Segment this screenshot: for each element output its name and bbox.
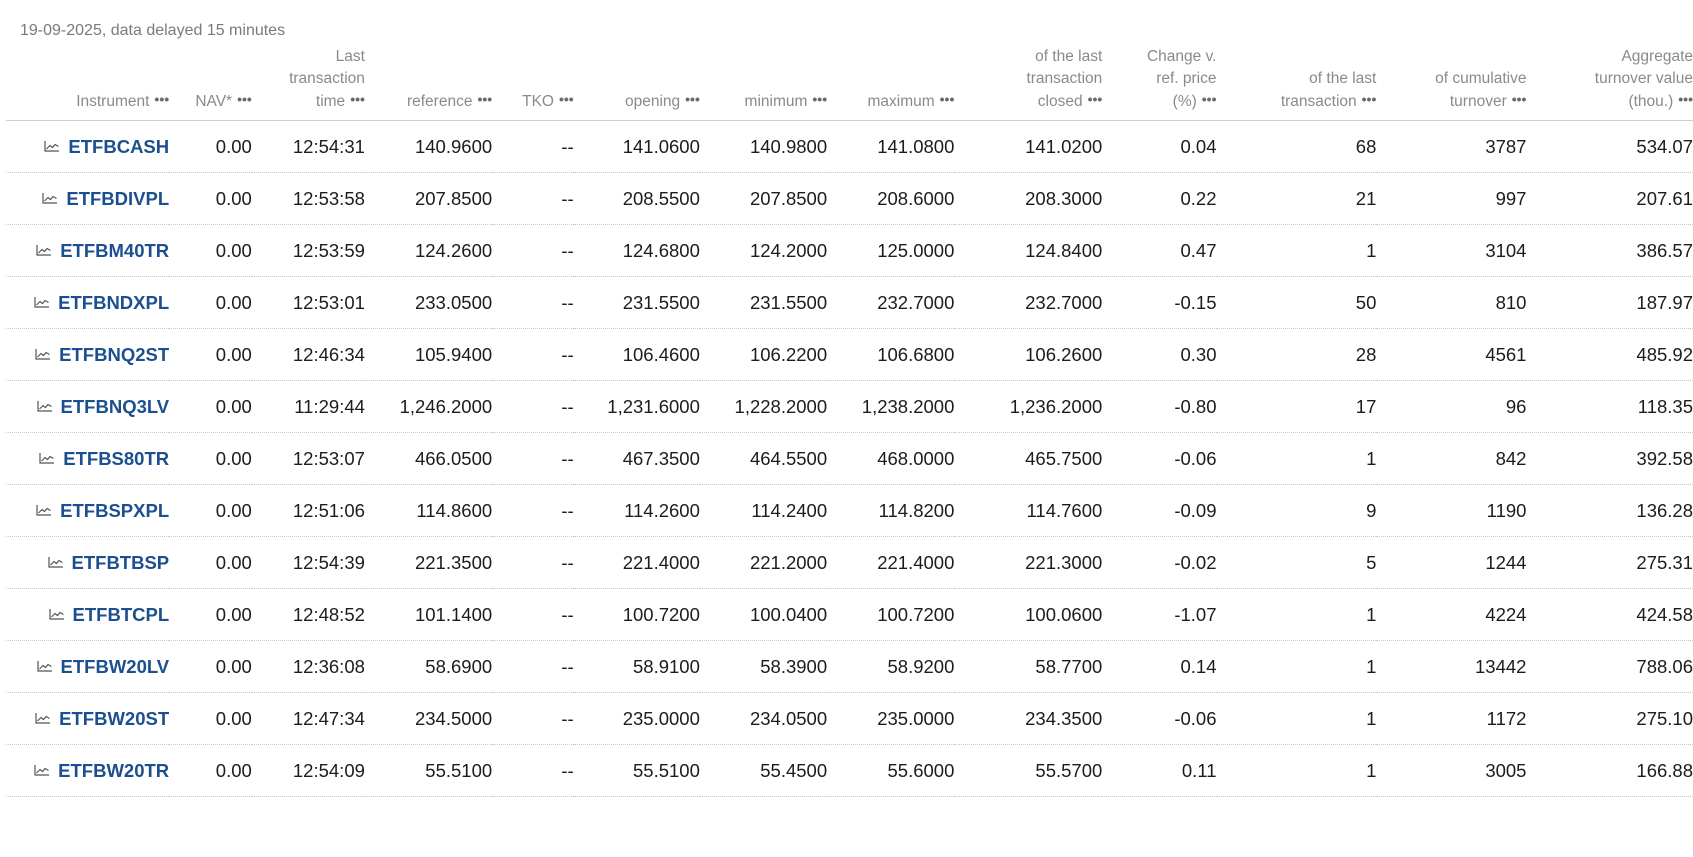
cell-last-closed: 1,236.2000 <box>954 381 1102 433</box>
cell-vol-last: 1 <box>1217 225 1377 277</box>
cell-opening: 467.3500 <box>574 433 700 485</box>
cell-vol-cum: 3005 <box>1376 745 1526 797</box>
cell-change: -0.09 <box>1102 485 1216 537</box>
instrument-cell <box>6 173 169 225</box>
cell-change: -0.06 <box>1102 433 1216 485</box>
cell-maximum: 468.0000 <box>827 433 954 485</box>
instrument-cell <box>6 537 169 589</box>
cell-opening: 208.5500 <box>574 173 700 225</box>
cell-change: 0.47 <box>1102 225 1216 277</box>
cell-nav: 0.00 <box>169 693 252 745</box>
data-timestamp-caption: 19-09-2025, data delayed 15 minutes <box>20 22 286 39</box>
table-row <box>6 745 1693 797</box>
cell-reference: 105.9400 <box>365 329 492 381</box>
table-row <box>6 277 1693 329</box>
instrument-link[interactable]: ETFBW20TR <box>58 760 170 782</box>
cell-last-time: 12:53:07 <box>252 433 365 485</box>
column-header-label: minimum <box>744 93 808 110</box>
column-header-aggregate <box>1526 46 1693 121</box>
column-options-icon[interactable]: ••• <box>1201 91 1217 107</box>
cell-vol-last: 17 <box>1217 381 1377 433</box>
cell-maximum: 235.0000 <box>827 693 954 745</box>
instrument-cell <box>6 225 169 277</box>
cell-vol-cum: 3787 <box>1376 121 1526 173</box>
cell-aggregate: 118.35 <box>1526 381 1693 433</box>
cell-tko: -- <box>492 693 574 745</box>
column-header-label: Instrument <box>76 93 150 110</box>
cell-aggregate: 788.06 <box>1526 641 1693 693</box>
column-header-label: of cumulative <box>1435 70 1527 87</box>
cell-reference: 101.1400 <box>365 589 492 641</box>
cell-minimum: 114.2400 <box>700 485 827 537</box>
cell-opening: 231.5500 <box>574 277 700 329</box>
instrument-cell <box>6 329 169 381</box>
cell-opening: 58.9100 <box>574 641 700 693</box>
instrument-cell <box>6 433 169 485</box>
cell-aggregate: 136.28 <box>1526 485 1693 537</box>
instrument-link[interactable]: ETFBNQ2ST <box>59 344 170 366</box>
line-chart-icon[interactable] <box>42 192 58 204</box>
cell-nav: 0.00 <box>169 329 252 381</box>
cell-aggregate: 424.58 <box>1526 589 1693 641</box>
cell-tko: -- <box>492 745 574 797</box>
instrument-cell <box>6 693 169 745</box>
instrument-link[interactable]: ETFBW20LV <box>60 656 170 678</box>
column-header-last-closed <box>954 46 1102 121</box>
column-options-icon[interactable]: ••• <box>939 91 955 107</box>
instrument-link[interactable]: ETFBS80TR <box>63 448 170 470</box>
cell-vol-last: 9 <box>1217 485 1377 537</box>
cell-minimum: 106.2200 <box>700 329 827 381</box>
cell-opening: 100.7200 <box>574 589 700 641</box>
cell-maximum: 114.8200 <box>827 485 954 537</box>
column-options-icon[interactable]: ••• <box>477 91 493 107</box>
cell-tko: -- <box>492 329 574 381</box>
column-header-label: turnover <box>1449 93 1507 110</box>
cell-tko: -- <box>492 381 574 433</box>
cell-change: -0.06 <box>1102 693 1216 745</box>
line-chart-icon[interactable] <box>49 608 65 620</box>
cell-tko: -- <box>492 433 574 485</box>
instrument-link[interactable]: ETFBTCPL <box>72 604 170 626</box>
cell-last-closed: 100.0600 <box>954 589 1102 641</box>
cell-change: 0.04 <box>1102 121 1216 173</box>
line-chart-icon[interactable] <box>37 660 53 672</box>
cell-minimum: 234.0500 <box>700 693 827 745</box>
cell-last-time: 12:48:52 <box>252 589 365 641</box>
cell-last-closed: 141.0200 <box>954 121 1102 173</box>
line-chart-icon[interactable] <box>36 504 52 516</box>
cell-reference: 114.8600 <box>365 485 492 537</box>
cell-change: 0.11 <box>1102 745 1216 797</box>
cell-last-time: 12:53:58 <box>252 173 365 225</box>
cell-minimum: 140.9800 <box>700 121 827 173</box>
line-chart-icon[interactable] <box>48 556 64 568</box>
cell-last-time: 12:51:06 <box>252 485 365 537</box>
cell-maximum: 58.9200 <box>827 641 954 693</box>
cell-nav: 0.00 <box>169 485 252 537</box>
column-options-icon[interactable]: ••• <box>1511 91 1527 107</box>
column-header-label: transaction <box>289 70 365 87</box>
cell-opening: 221.4000 <box>574 537 700 589</box>
column-options-icon[interactable]: ••• <box>1087 91 1103 107</box>
instrument-link[interactable]: ETFBSPXPL <box>60 500 170 522</box>
cell-vol-last: 28 <box>1217 329 1377 381</box>
cell-last-time: 12:54:09 <box>252 745 365 797</box>
column-header-maximum <box>827 46 954 121</box>
column-header-label: (thou.) <box>1628 93 1674 110</box>
table-row <box>6 225 1693 277</box>
cell-minimum: 100.0400 <box>700 589 827 641</box>
column-header-label: of the last <box>1035 48 1103 65</box>
cell-minimum: 124.2000 <box>700 225 827 277</box>
cell-last-closed: 232.7000 <box>954 277 1102 329</box>
cell-nav: 0.00 <box>169 225 252 277</box>
cell-maximum: 1,238.2000 <box>827 381 954 433</box>
column-header-label: time <box>315 93 346 110</box>
cell-opening: 55.5100 <box>574 745 700 797</box>
cell-vol-last: 1 <box>1217 641 1377 693</box>
cell-vol-last: 1 <box>1217 745 1377 797</box>
cell-nav: 0.00 <box>169 537 252 589</box>
cell-last-closed: 221.3000 <box>954 537 1102 589</box>
column-options-icon[interactable]: ••• <box>685 91 700 107</box>
column-header-label: turnover value <box>1594 70 1693 87</box>
cell-vol-last: 1 <box>1217 433 1377 485</box>
cell-vol-last: 50 <box>1217 277 1377 329</box>
cell-vol-cum: 13442 <box>1376 641 1526 693</box>
table-header-row <box>6 46 1693 121</box>
cell-minimum: 231.5500 <box>700 277 827 329</box>
cell-last-closed: 55.5700 <box>954 745 1102 797</box>
cell-aggregate: 386.57 <box>1526 225 1693 277</box>
cell-vol-cum: 997 <box>1376 173 1526 225</box>
column-options-icon[interactable]: ••• <box>237 91 252 107</box>
cell-nav: 0.00 <box>169 381 252 433</box>
cell-nav: 0.00 <box>169 277 252 329</box>
cell-change: 0.22 <box>1102 173 1216 225</box>
cell-opening: 114.2600 <box>574 485 700 537</box>
column-header-reference <box>365 46 492 121</box>
column-header-vol-cum <box>1376 46 1526 121</box>
table-row <box>6 589 1693 641</box>
cell-maximum: 125.0000 <box>827 225 954 277</box>
column-header-label: TKO <box>522 93 554 110</box>
column-options-icon[interactable]: ••• <box>812 91 828 107</box>
column-header-label: maximum <box>867 93 935 110</box>
cell-nav: 0.00 <box>169 173 252 225</box>
cell-last-time: 12:54:39 <box>252 537 365 589</box>
etf-quotes-table <box>6 46 1693 797</box>
cell-last-time: 12:53:59 <box>252 225 365 277</box>
column-header-vol-last <box>1217 46 1377 121</box>
cell-change: -0.15 <box>1102 277 1216 329</box>
line-chart-icon[interactable] <box>44 140 60 152</box>
cell-tko: -- <box>492 277 574 329</box>
instrument-link[interactable]: ETFBNQ3LV <box>60 396 170 418</box>
instrument-cell <box>6 745 169 797</box>
column-header-change <box>1102 46 1216 121</box>
column-header-label: NAV* <box>195 93 233 110</box>
cell-last-closed: 234.3500 <box>954 693 1102 745</box>
cell-tko: -- <box>492 589 574 641</box>
cell-aggregate: 166.88 <box>1526 745 1693 797</box>
cell-reference: 207.8500 <box>365 173 492 225</box>
cell-minimum: 464.5500 <box>700 433 827 485</box>
instrument-cell <box>6 589 169 641</box>
cell-opening: 124.6800 <box>574 225 700 277</box>
table-row <box>6 121 1693 173</box>
cell-change: -0.80 <box>1102 381 1216 433</box>
cell-change: -1.07 <box>1102 589 1216 641</box>
column-header-tko <box>492 46 574 121</box>
cell-last-time: 12:54:31 <box>252 121 365 173</box>
cell-reference: 58.6900 <box>365 641 492 693</box>
cell-last-time: 12:53:01 <box>252 277 365 329</box>
cell-reference: 1,246.2000 <box>365 381 492 433</box>
cell-change: 0.30 <box>1102 329 1216 381</box>
column-header-label: Aggregate <box>1621 48 1693 65</box>
cell-opening: 141.0600 <box>574 121 700 173</box>
table-row <box>6 537 1693 589</box>
cell-nav: 0.00 <box>169 433 252 485</box>
table-row <box>6 433 1693 485</box>
cell-maximum: 232.7000 <box>827 277 954 329</box>
column-header-last-time <box>252 46 365 121</box>
cell-nav: 0.00 <box>169 641 252 693</box>
cell-aggregate: 275.31 <box>1526 537 1693 589</box>
table-body <box>6 121 1693 797</box>
cell-maximum: 100.7200 <box>827 589 954 641</box>
instrument-link[interactable]: ETFBDIVPL <box>66 188 170 210</box>
cell-vol-cum: 1190 <box>1376 485 1526 537</box>
cell-maximum: 55.6000 <box>827 745 954 797</box>
table-row <box>6 381 1693 433</box>
cell-vol-last: 5 <box>1217 537 1377 589</box>
column-header-instrument <box>6 46 169 121</box>
instrument-cell <box>6 277 169 329</box>
instrument-cell <box>6 121 169 173</box>
cell-vol-last: 1 <box>1217 693 1377 745</box>
cell-last-time: 12:47:34 <box>252 693 365 745</box>
cell-minimum: 58.3900 <box>700 641 827 693</box>
cell-last-time: 12:36:08 <box>252 641 365 693</box>
cell-minimum: 55.4500 <box>700 745 827 797</box>
cell-minimum: 221.2000 <box>700 537 827 589</box>
column-header-label: (%) <box>1172 93 1197 110</box>
instrument-link[interactable]: ETFBM40TR <box>60 240 170 262</box>
cell-last-closed: 465.7500 <box>954 433 1102 485</box>
line-chart-icon[interactable] <box>35 712 51 724</box>
column-header-opening <box>574 46 700 121</box>
cell-last-closed: 58.7700 <box>954 641 1102 693</box>
line-chart-icon[interactable] <box>34 296 50 308</box>
cell-aggregate: 275.10 <box>1526 693 1693 745</box>
line-chart-icon[interactable] <box>37 400 53 412</box>
line-chart-icon[interactable] <box>34 764 50 776</box>
cell-maximum: 106.6800 <box>827 329 954 381</box>
instrument-link[interactable]: ETFBNDXPL <box>58 292 170 314</box>
cell-maximum: 141.0800 <box>827 121 954 173</box>
cell-vol-cum: 4561 <box>1376 329 1526 381</box>
instrument-cell <box>6 485 169 537</box>
cell-aggregate: 485.92 <box>1526 329 1693 381</box>
cell-reference: 55.5100 <box>365 745 492 797</box>
cell-maximum: 221.4000 <box>827 537 954 589</box>
line-chart-icon[interactable] <box>39 452 55 464</box>
table-row <box>6 641 1693 693</box>
instrument-link[interactable]: ETFBCASH <box>68 136 170 158</box>
column-options-icon[interactable]: ••• <box>350 91 365 107</box>
cell-vol-last: 68 <box>1217 121 1377 173</box>
cell-tko: -- <box>492 173 574 225</box>
cell-vol-cum: 1172 <box>1376 693 1526 745</box>
cell-aggregate: 207.61 <box>1526 173 1693 225</box>
column-header-label: Change v. <box>1146 48 1217 65</box>
cell-tko: -- <box>492 641 574 693</box>
cell-tko: -- <box>492 485 574 537</box>
instrument-link[interactable]: ETFBTBSP <box>71 552 170 574</box>
line-chart-icon[interactable] <box>36 244 52 256</box>
column-header-minimum <box>700 46 827 121</box>
cell-reference: 234.5000 <box>365 693 492 745</box>
table-row <box>6 329 1693 381</box>
cell-last-time: 11:29:44 <box>252 381 365 433</box>
cell-vol-cum: 4224 <box>1376 589 1526 641</box>
cell-aggregate: 392.58 <box>1526 433 1693 485</box>
cell-reference: 466.0500 <box>365 433 492 485</box>
cell-nav: 0.00 <box>169 745 252 797</box>
cell-minimum: 1,228.2000 <box>700 381 827 433</box>
column-header-label: closed <box>1037 93 1083 110</box>
cell-tko: -- <box>492 121 574 173</box>
column-header-label: opening <box>624 93 681 110</box>
column-options-icon[interactable]: ••• <box>559 91 574 107</box>
cell-tko: -- <box>492 225 574 277</box>
cell-nav: 0.00 <box>169 589 252 641</box>
cell-last-closed: 106.2600 <box>954 329 1102 381</box>
column-options-icon[interactable]: ••• <box>1678 91 1693 107</box>
cell-opening: 1,231.6000 <box>574 381 700 433</box>
column-options-icon[interactable]: ••• <box>1361 91 1377 107</box>
column-header-label: transaction <box>1280 93 1357 110</box>
cell-reference: 140.9600 <box>365 121 492 173</box>
column-header-label: reference <box>406 93 473 110</box>
cell-tko: -- <box>492 537 574 589</box>
cell-nav: 0.00 <box>169 121 252 173</box>
table-row <box>6 173 1693 225</box>
column-header-label: Last <box>335 48 365 65</box>
column-header-label: of the last <box>1309 70 1377 87</box>
cell-aggregate: 187.97 <box>1526 277 1693 329</box>
instrument-link[interactable]: ETFBW20ST <box>59 708 170 730</box>
cell-opening: 106.4600 <box>574 329 700 381</box>
column-header-nav <box>169 46 252 121</box>
cell-vol-cum: 810 <box>1376 277 1526 329</box>
cell-vol-cum: 1244 <box>1376 537 1526 589</box>
cell-change: -0.02 <box>1102 537 1216 589</box>
cell-reference: 221.3500 <box>365 537 492 589</box>
cell-vol-last: 1 <box>1217 589 1377 641</box>
cell-reference: 124.2600 <box>365 225 492 277</box>
cell-minimum: 207.8500 <box>700 173 827 225</box>
cell-vol-cum: 3104 <box>1376 225 1526 277</box>
column-options-icon[interactable]: ••• <box>154 91 170 107</box>
cell-change: 0.14 <box>1102 641 1216 693</box>
cell-last-closed: 114.7600 <box>954 485 1102 537</box>
instrument-cell <box>6 381 169 433</box>
cell-maximum: 208.6000 <box>827 173 954 225</box>
cell-aggregate: 534.07 <box>1526 121 1693 173</box>
cell-reference: 233.0500 <box>365 277 492 329</box>
cell-last-closed: 124.8400 <box>954 225 1102 277</box>
cell-last-time: 12:46:34 <box>252 329 365 381</box>
cell-last-closed: 208.3000 <box>954 173 1102 225</box>
column-header-label: ref. price <box>1156 70 1217 87</box>
cell-vol-cum: 96 <box>1376 381 1526 433</box>
cell-vol-last: 21 <box>1217 173 1377 225</box>
table-row <box>6 693 1693 745</box>
cell-opening: 235.0000 <box>574 693 700 745</box>
line-chart-icon[interactable] <box>35 348 51 360</box>
column-header-label: transaction <box>1026 70 1103 87</box>
table-row <box>6 485 1693 537</box>
instrument-cell <box>6 641 169 693</box>
cell-vol-cum: 842 <box>1376 433 1526 485</box>
